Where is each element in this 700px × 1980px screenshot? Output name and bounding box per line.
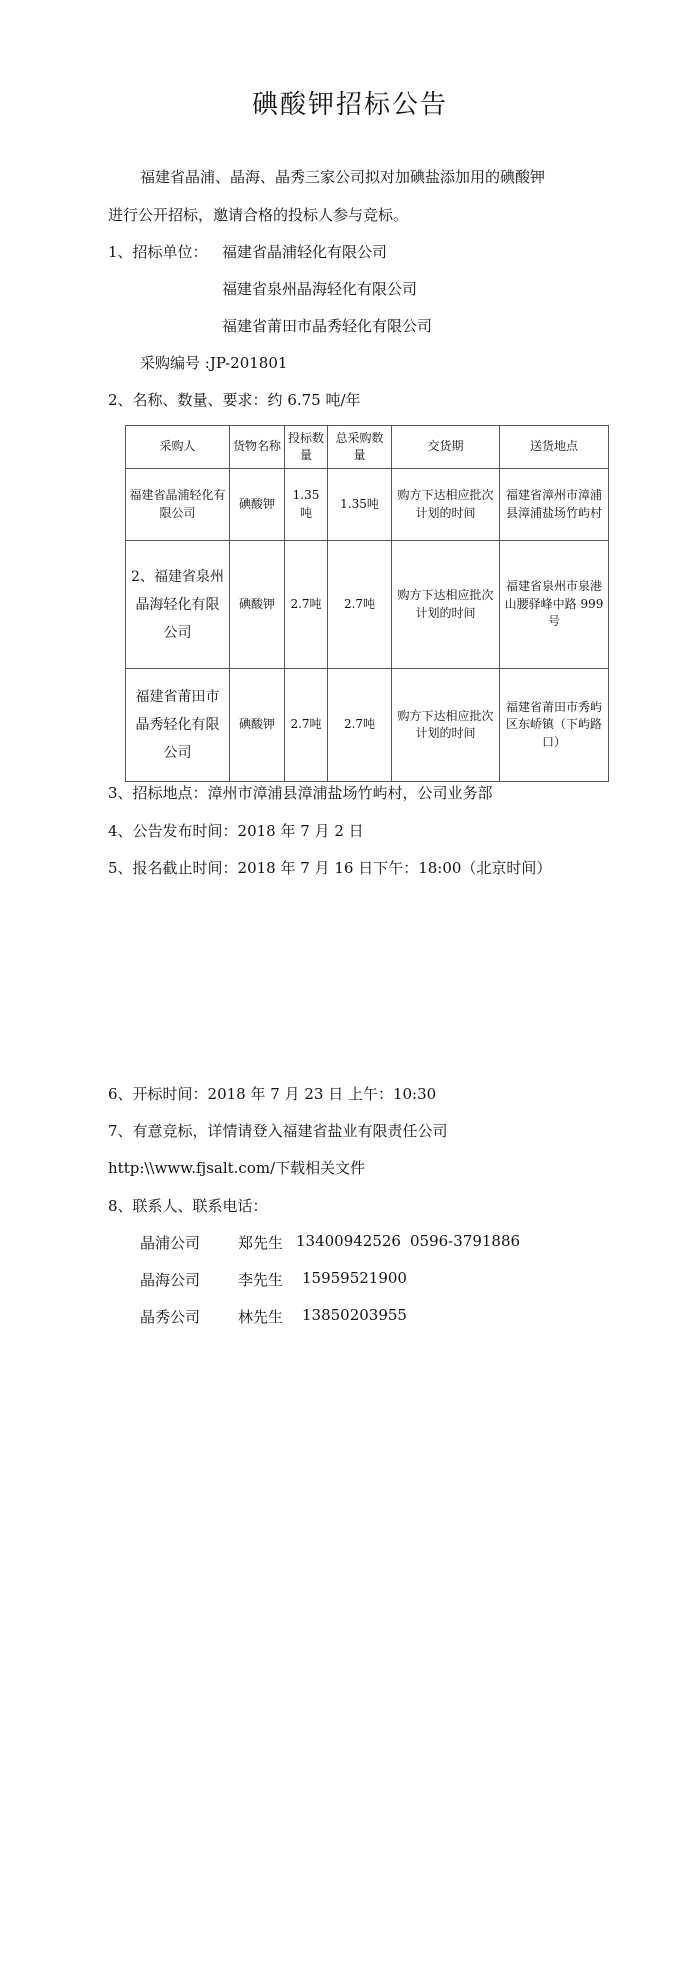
- cell-delivery: 购方下达相应批次计划的时间: [392, 541, 500, 669]
- bid-table: [125, 425, 609, 782]
- col-header-total: 总采购数量: [328, 426, 392, 469]
- section-4: 4、公告发布时间：2018 年 7 月 2 日: [108, 822, 364, 840]
- col-header-buyer: 采购人: [126, 426, 230, 469]
- contact-person: 李先生: [238, 1271, 284, 1289]
- col-header-delivery: 交货期: [392, 426, 500, 469]
- section-2: 2、名称、数量、要求：约 6.75 吨/年: [108, 391, 361, 409]
- contact-phone: 15959521900: [302, 1269, 407, 1287]
- cell-delivery: 购方下达相应批次计划的时间: [392, 669, 500, 782]
- section-3: 3、招标地点：漳州市漳浦县漳浦盐场竹屿村，公司业务部: [108, 784, 493, 802]
- cell-buyer: 福建省晶浦轻化有限公司: [126, 469, 230, 541]
- section-7: 7、有意竞标，详情请登入福建省盐业有限责任公司: [108, 1122, 448, 1140]
- cell-total: 2.7吨: [328, 669, 392, 782]
- cell-total: 1.35吨: [328, 469, 392, 541]
- table-row: [126, 469, 609, 541]
- cell-goods: 碘酸钾: [230, 541, 285, 669]
- section-1-label: 1、招标单位：: [108, 243, 208, 261]
- contact-company: 晶浦公司: [140, 1234, 201, 1252]
- cell-goods: 碘酸钾: [230, 469, 285, 541]
- cell-address: 福建省漳州市漳浦县漳浦盐场竹屿村: [500, 469, 609, 541]
- cell-qty: 2.7吨: [285, 669, 328, 782]
- bid-unit-3: 福建省莆田市晶秀轻化有限公司: [222, 317, 433, 335]
- contact-company: 晶海公司: [140, 1271, 201, 1289]
- page-title: 碘酸钾招标公告: [251, 90, 448, 120]
- cell-delivery: 购方下达相应批次计划的时间: [392, 469, 500, 541]
- table-row: [126, 669, 609, 782]
- intro-line-1: 福建省晶浦、晶海、晶秀三家公司拟对加碘盐添加用的碘酸钾: [140, 168, 546, 186]
- col-header-address: 送货地点: [500, 426, 609, 469]
- cell-qty: 1.35吨: [285, 469, 328, 541]
- cell-qty: 2.7吨: [285, 541, 328, 669]
- download-link[interactable]: http:\\www.fjsalt.com/下载相关文件: [108, 1159, 366, 1177]
- cell-total: 2.7吨: [328, 541, 392, 669]
- section-5: 5、报名截止时间：2018 年 7 月 16 日下午：18:00（北京时间）: [108, 859, 552, 877]
- contact-phone: 13850203955: [302, 1306, 407, 1324]
- bid-unit-2: 福建省泉州晶海轻化有限公司: [222, 280, 418, 298]
- section-8: 8、联系人、联系电话：: [108, 1197, 268, 1215]
- contact-phone-2: 0596-3791886: [410, 1232, 521, 1250]
- table-header-row: [126, 426, 609, 469]
- contact-person: 郑先生: [238, 1234, 284, 1252]
- cell-goods: 碘酸钾: [230, 669, 285, 782]
- cell-address: 福建省莆田市秀屿区东峤镇（下屿路口）: [500, 669, 609, 782]
- cell-buyer: 2、福建省泉州晶海轻化有限公司: [126, 541, 230, 669]
- contact-company: 晶秀公司: [140, 1308, 201, 1326]
- cell-address: 福建省泉州市泉港山腰驿峰中路 999 号: [500, 541, 609, 669]
- col-header-qty: 投标数量: [285, 426, 328, 469]
- col-header-goods: 货物名称: [230, 426, 285, 469]
- section-6: 6、开标时间：2018 年 7 月 23 日 上午：10:30: [108, 1085, 437, 1103]
- table-row: [126, 541, 609, 669]
- intro-line-2: 进行公开招标，邀请合格的投标人参与竞标。: [108, 206, 409, 224]
- contact-phone: 13400942526: [296, 1232, 401, 1250]
- cell-buyer: 福建省莆田市晶秀轻化有限公司: [126, 669, 230, 782]
- contact-person: 林先生: [238, 1308, 284, 1326]
- purchase-number: 采购编号 :JP-201801: [140, 354, 288, 372]
- bid-unit-1: 福建省晶浦轻化有限公司: [222, 243, 388, 261]
